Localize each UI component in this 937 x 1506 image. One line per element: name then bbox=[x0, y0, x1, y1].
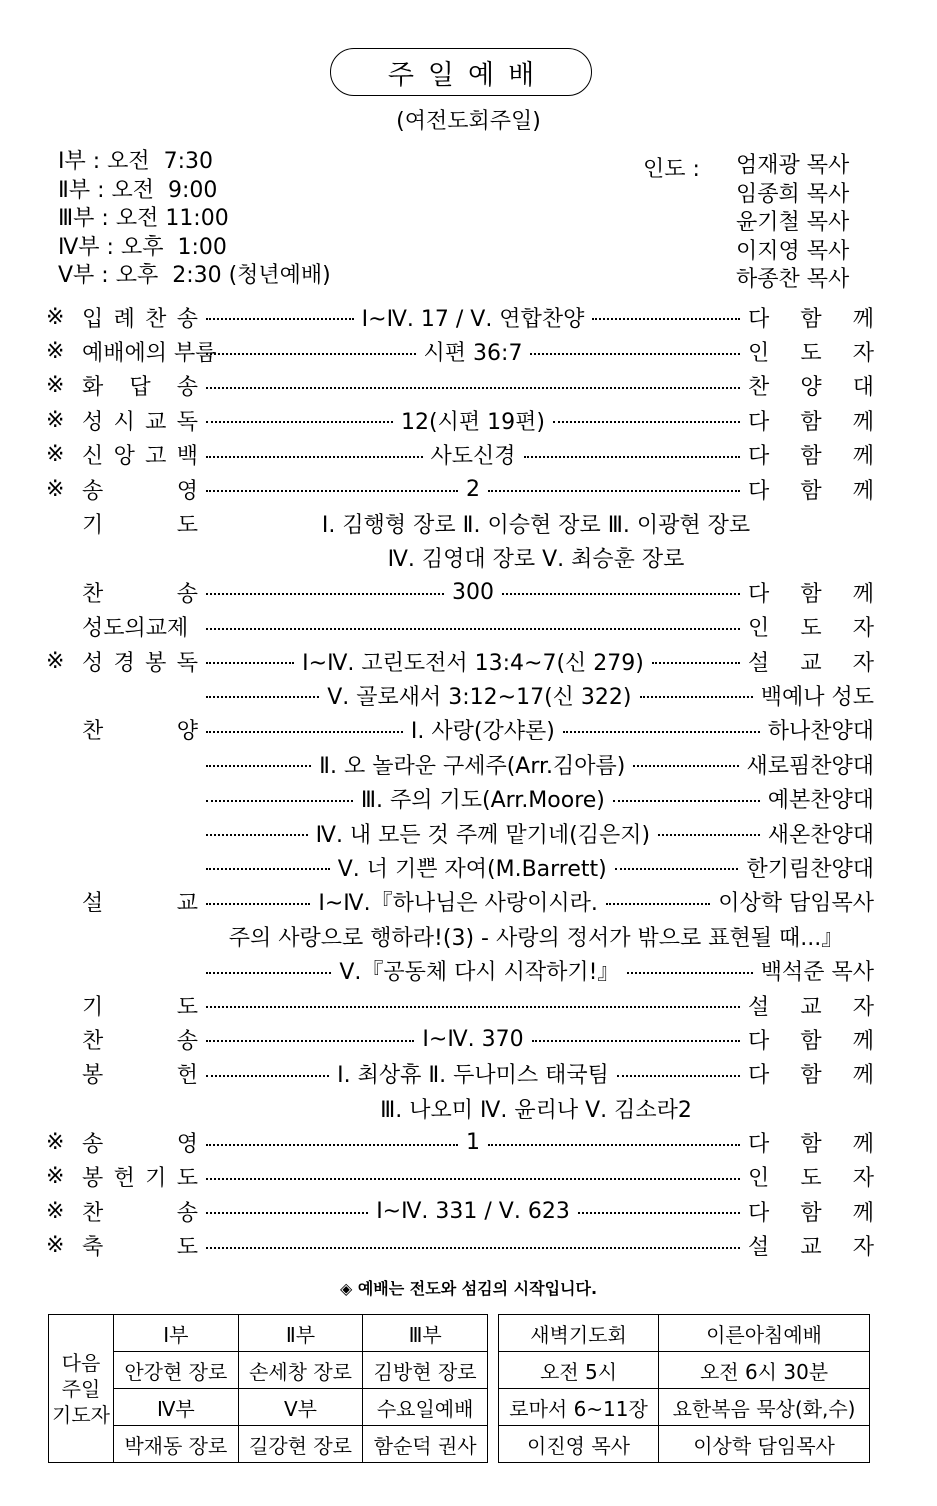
order-item-title bbox=[82, 886, 198, 917]
notice-text: ◈ 예배는 전도와 섬김의 시작입니다. bbox=[339, 1279, 598, 1298]
order-line bbox=[46, 1057, 874, 1091]
spaced-char: 다 bbox=[748, 1200, 770, 1226]
spaced-char: 송 bbox=[82, 478, 104, 504]
order-item-title bbox=[82, 1196, 198, 1227]
spaced-char: 송 bbox=[176, 306, 198, 332]
spaced-char: 자 bbox=[852, 1235, 874, 1261]
standing-mark: ※ bbox=[46, 1233, 65, 1259]
spaced-char: 다 bbox=[748, 409, 770, 435]
spaced-char: 양 bbox=[176, 719, 198, 745]
order-item-leader: 새온찬양대 bbox=[767, 822, 874, 848]
spaced-char: 자 bbox=[852, 616, 874, 642]
leader-dots bbox=[206, 972, 331, 974]
leader-dots bbox=[206, 1178, 740, 1180]
spaced-char: 자 bbox=[852, 1166, 874, 1192]
prayer-header: Ⅰ부 bbox=[114, 1315, 239, 1352]
leader-dots bbox=[206, 662, 294, 664]
spaced-char: 함 bbox=[800, 1028, 822, 1054]
order-item-title bbox=[82, 1230, 198, 1261]
order-line bbox=[46, 781, 874, 815]
order-item-title bbox=[82, 577, 198, 608]
spaced-char: 도 bbox=[176, 994, 198, 1020]
spaced-char: 독 bbox=[176, 409, 198, 435]
standing-mark: ※ bbox=[46, 407, 65, 433]
order-line bbox=[46, 747, 874, 781]
leader-dots bbox=[532, 1040, 740, 1042]
order-line bbox=[46, 1091, 874, 1125]
order-item-leader: 이상학 담임목사 bbox=[718, 891, 874, 917]
order-item-title bbox=[82, 508, 198, 539]
order-item-content: Ⅴ.『공동체 다시 시작하기!』 bbox=[339, 960, 620, 986]
standing-mark: ※ bbox=[46, 304, 65, 330]
spaced-char: 설 bbox=[82, 891, 104, 917]
leaders-label: 인도 : bbox=[643, 157, 700, 182]
leader-dots bbox=[524, 456, 741, 458]
spaced-char: 인 bbox=[748, 616, 770, 642]
dawn-time: 오전 5시 bbox=[499, 1352, 659, 1389]
leader-dots bbox=[206, 490, 458, 492]
order-item-leader: 예본찬양대 bbox=[767, 788, 874, 814]
prayer-header: 수요일예배 bbox=[363, 1389, 488, 1426]
leader-dots bbox=[502, 593, 740, 595]
dawn-leader: 이진영 목사 bbox=[499, 1426, 659, 1463]
leader-dots bbox=[206, 1075, 329, 1077]
order-line bbox=[46, 1022, 874, 1056]
spaced-char: 께 bbox=[852, 1063, 874, 1089]
next-prayer-label: 다음 주일 기도자 bbox=[49, 1315, 114, 1463]
spaced-char: 영 bbox=[176, 478, 198, 504]
leader-dots bbox=[206, 456, 423, 458]
order-line bbox=[46, 1194, 874, 1228]
order-item-title bbox=[82, 474, 198, 505]
spaced-char: 도 bbox=[176, 1166, 198, 1192]
order-line bbox=[46, 506, 874, 540]
leader-dots bbox=[206, 318, 354, 320]
order-item-content: Ⅰ~Ⅳ.『하나님은 사랑이시라. bbox=[318, 891, 598, 917]
order-line bbox=[46, 919, 874, 953]
spaced-char: 고 bbox=[145, 444, 167, 470]
spaced-char: 헌 bbox=[113, 1166, 135, 1192]
order-line bbox=[46, 575, 874, 609]
order-line bbox=[46, 403, 874, 437]
service-time-2: Ⅱ부 : 오전 9:00 bbox=[58, 177, 218, 203]
spaced-char: 신 bbox=[82, 444, 104, 470]
order-item-title bbox=[82, 1058, 198, 1089]
spaced-char: 다 bbox=[748, 581, 770, 607]
leader-dots bbox=[606, 903, 710, 905]
spaced-char: 앙 bbox=[113, 444, 135, 470]
order-item-leader bbox=[748, 336, 874, 367]
spaced-char: 다 bbox=[748, 306, 770, 332]
order-item-leader bbox=[748, 439, 874, 470]
leader-dots bbox=[530, 353, 740, 355]
prayer-header: Ⅲ부 bbox=[363, 1315, 488, 1352]
order-line bbox=[46, 885, 874, 919]
spaced-char: 도 bbox=[800, 1166, 822, 1192]
order-line bbox=[46, 472, 874, 506]
spaced-char: 영 bbox=[176, 1132, 198, 1158]
standing-mark: ※ bbox=[46, 476, 65, 502]
spaced-char: 인 bbox=[748, 341, 770, 367]
order-line bbox=[46, 953, 874, 987]
leader-dots bbox=[206, 1212, 368, 1214]
prayer-name: 길강현 장로 bbox=[238, 1426, 363, 1463]
dawn-header: 새벽기도회 bbox=[499, 1315, 659, 1352]
spaced-char: 백 bbox=[176, 444, 198, 470]
leader-dots bbox=[206, 1006, 740, 1008]
spaced-char: 찬 bbox=[82, 719, 104, 745]
spaced-char: 양 bbox=[800, 375, 822, 401]
spaced-char: 함 bbox=[800, 581, 822, 607]
spaced-char: 봉 bbox=[82, 1063, 104, 1089]
spaced-char: 송 bbox=[176, 1200, 198, 1226]
order-line bbox=[46, 678, 874, 712]
order-line bbox=[46, 438, 874, 472]
spaced-char: 함 bbox=[800, 444, 822, 470]
leader-dots bbox=[206, 1144, 458, 1146]
order-item-title: 성도의교제 bbox=[82, 616, 189, 642]
spaced-char: 도 bbox=[176, 1235, 198, 1261]
leader-dots bbox=[206, 628, 740, 630]
order-item-content: Ⅰ~Ⅳ. 331 / Ⅴ. 623 bbox=[376, 1198, 570, 1224]
spaced-char: 도 bbox=[800, 616, 822, 642]
order-item-title bbox=[82, 646, 198, 677]
service-time-1: Ⅰ부 : 오전 7:30 bbox=[58, 149, 214, 174]
page-title: 주일예배 bbox=[387, 59, 549, 91]
page-subtitle: (여전도회주일) bbox=[396, 109, 541, 134]
spaced-char: 함 bbox=[800, 1200, 822, 1226]
leader-dots bbox=[592, 318, 740, 320]
spaced-char: 께 bbox=[852, 1132, 874, 1158]
spaced-char: 다 bbox=[748, 1063, 770, 1089]
order-line bbox=[46, 850, 874, 884]
service-time-3: Ⅲ부 : 오전 11:00 bbox=[58, 206, 229, 231]
spaced-char: 헌 bbox=[176, 1063, 198, 1089]
order-item-content: Ⅰ~Ⅳ. 고린도전서 13:4~7(신 279) bbox=[302, 650, 644, 676]
leader-1: 엄재광 목사 bbox=[736, 153, 850, 178]
leader-dots bbox=[633, 765, 738, 767]
spaced-char: 께 bbox=[852, 1200, 874, 1226]
spaced-char: 자 bbox=[852, 994, 874, 1020]
order-item-content: Ⅰ. 사랑(강샤론) bbox=[410, 719, 555, 745]
leader-dots bbox=[640, 696, 753, 698]
spaced-char: 성 bbox=[82, 650, 104, 676]
spaced-char: 송 bbox=[82, 1132, 104, 1158]
order-item-content: Ⅰ. 김행형 장로 Ⅱ. 이승현 장로 Ⅲ. 이광현 장로 bbox=[321, 513, 751, 539]
order-item-leader bbox=[748, 577, 874, 608]
order-item-content: Ⅰ~Ⅳ. 370 bbox=[422, 1026, 524, 1052]
order-line bbox=[46, 816, 874, 850]
service-time-5: Ⅴ부 : 오후 2:30 (청년예배) bbox=[58, 263, 331, 288]
spaced-char: 축 bbox=[82, 1235, 104, 1261]
order-line bbox=[46, 300, 874, 334]
spaced-char: 함 bbox=[800, 1132, 822, 1158]
spaced-char: 함 bbox=[800, 478, 822, 504]
leader-dots bbox=[206, 387, 740, 389]
spaced-char: 께 bbox=[852, 581, 874, 607]
order-item-leader bbox=[748, 611, 874, 642]
order-item-leader bbox=[748, 1161, 874, 1192]
leader-dots bbox=[488, 490, 740, 492]
order-item-leader bbox=[748, 1058, 874, 1089]
standing-mark: ※ bbox=[46, 1164, 65, 1190]
leader-dots bbox=[206, 696, 319, 698]
next-prayer-table bbox=[48, 1314, 488, 1463]
spaced-char: 독 bbox=[176, 650, 198, 676]
prayer-header: Ⅳ부 bbox=[114, 1389, 239, 1426]
spaced-char: 봉 bbox=[145, 650, 167, 676]
order-item-title bbox=[82, 1127, 198, 1158]
dawn-text: 로마서 6~11장 bbox=[499, 1389, 659, 1426]
order-line bbox=[46, 1229, 874, 1263]
leader-dots bbox=[206, 765, 311, 767]
order-line bbox=[46, 334, 874, 368]
prayer-header: Ⅱ부 bbox=[238, 1315, 363, 1352]
standing-mark: ※ bbox=[46, 373, 65, 399]
spaced-char: 께 bbox=[852, 1028, 874, 1054]
leader-dots bbox=[206, 834, 308, 836]
order-item-content: Ⅱ. 오 놀라운 구세주(Arr.김아름) bbox=[319, 753, 626, 779]
spaced-char: 께 bbox=[852, 306, 874, 332]
spaced-char: 대 bbox=[852, 375, 874, 401]
spaced-char: 께 bbox=[852, 444, 874, 470]
spaced-char: 자 bbox=[852, 341, 874, 367]
order-item-content: 12(시편 19편) bbox=[401, 409, 545, 435]
spaced-char: 함 bbox=[800, 409, 822, 435]
spaced-char: 례 bbox=[113, 306, 135, 332]
service-time-4: Ⅳ부 : 오후 1:00 bbox=[58, 234, 227, 260]
order-item-leader bbox=[748, 1024, 874, 1055]
order-item-leader bbox=[748, 646, 874, 677]
order-item-title bbox=[82, 1161, 198, 1192]
order-item-leader bbox=[748, 474, 874, 505]
leader-dots bbox=[206, 421, 393, 423]
spaced-char: 설 bbox=[748, 1235, 770, 1261]
spaced-char: 답 bbox=[129, 375, 151, 401]
spaced-char: 도 bbox=[800, 341, 822, 367]
order-line bbox=[46, 988, 874, 1022]
order-item-content: 시편 36:7 bbox=[423, 341, 523, 367]
order-item-leader: 하나찬양대 bbox=[767, 719, 875, 745]
spaced-char: 경 bbox=[113, 650, 135, 676]
order-item-title bbox=[82, 1024, 198, 1055]
order-item-content: Ⅴ. 골로새서 3:12~17(신 322) bbox=[327, 684, 632, 710]
spaced-char: 다 bbox=[748, 444, 770, 470]
leader-dots bbox=[627, 972, 752, 974]
spaced-char: 찬 bbox=[82, 1200, 104, 1226]
page-title-box bbox=[330, 48, 592, 96]
spaced-char: 다 bbox=[748, 1132, 770, 1158]
spaced-char: 교 bbox=[176, 891, 198, 917]
order-item-leader bbox=[748, 1230, 874, 1261]
leader-5: 하종찬 목사 bbox=[736, 267, 850, 292]
standing-mark: ※ bbox=[46, 648, 65, 674]
leader-dots bbox=[206, 731, 403, 733]
leader-3: 윤기철 목사 bbox=[736, 210, 850, 235]
dawn-time: 오전 6시 30분 bbox=[659, 1352, 870, 1389]
spaced-char: 다 bbox=[748, 1028, 770, 1054]
spaced-char: 시 bbox=[113, 409, 135, 435]
leader-dots bbox=[578, 1212, 740, 1214]
prayer-name: 김방현 장로 bbox=[363, 1352, 488, 1389]
order-item-title: 예배에의 부름 bbox=[82, 341, 217, 367]
spaced-char: 찬 bbox=[145, 306, 167, 332]
spaced-char: 성 bbox=[82, 409, 104, 435]
leader-4: 이지영 목사 bbox=[736, 238, 850, 264]
spaced-char: 함 bbox=[800, 306, 822, 332]
order-item-content: 사도신경 bbox=[430, 444, 516, 470]
prayer-name: 박재동 장로 bbox=[114, 1426, 239, 1463]
spaced-char: 도 bbox=[176, 513, 198, 539]
spaced-char: 께 bbox=[852, 478, 874, 504]
order-item-title bbox=[82, 405, 198, 436]
spaced-char: 찬 bbox=[82, 1028, 104, 1054]
order-item-leader: 새로핌찬양대 bbox=[746, 753, 875, 779]
dawn-leader: 이상학 담임목사 bbox=[659, 1426, 870, 1463]
spaced-char: 교 bbox=[800, 650, 822, 676]
spaced-char: 함 bbox=[800, 1063, 822, 1089]
order-item-leader bbox=[748, 405, 874, 436]
spaced-char: 다 bbox=[748, 478, 770, 504]
spaced-char: 기 bbox=[145, 1166, 167, 1192]
standing-mark: ※ bbox=[46, 442, 65, 468]
order-item-content: Ⅳ. 내 모든 것 주께 맡기네(김은지) bbox=[315, 822, 651, 848]
spaced-char: 봉 bbox=[82, 1166, 104, 1192]
leader-dots bbox=[206, 593, 444, 595]
order-line bbox=[46, 713, 874, 747]
spaced-char: 설 bbox=[748, 650, 770, 676]
order-item-content: Ⅲ. 주의 기도(Arr.Moore) bbox=[360, 788, 605, 814]
leader-dots bbox=[206, 1040, 414, 1042]
order-item-title bbox=[82, 714, 198, 745]
service-times bbox=[58, 148, 331, 291]
order-line bbox=[46, 610, 874, 644]
spaced-char: 송 bbox=[176, 1028, 198, 1054]
order-item-leader: 백석준 목사 bbox=[760, 960, 875, 986]
order-line bbox=[46, 541, 874, 575]
spaced-char: 찬 bbox=[82, 581, 104, 607]
order-item-title bbox=[82, 990, 198, 1021]
leader-2: 임종희 목사 bbox=[736, 181, 850, 207]
leader-dots bbox=[488, 1144, 740, 1146]
order-item-content: Ⅲ. 나오미 Ⅳ. 윤리나 Ⅴ. 김소라2 bbox=[380, 1097, 692, 1123]
leader-dots bbox=[658, 834, 760, 836]
order-line bbox=[46, 369, 874, 403]
order-item-leader bbox=[748, 990, 874, 1021]
spaced-char: 기 bbox=[82, 513, 104, 539]
order-item-content: 2 bbox=[466, 476, 480, 502]
standing-mark: ※ bbox=[46, 1198, 65, 1224]
spaced-char: 께 bbox=[852, 409, 874, 435]
dawn-text: 요한복음 묵상(화,수) bbox=[659, 1389, 870, 1426]
order-item-content: Ⅰ~Ⅳ. 17 / Ⅴ. 연합찬양 bbox=[361, 306, 585, 332]
standing-mark: ※ bbox=[46, 1130, 65, 1156]
leader-dots bbox=[563, 731, 760, 733]
order-item-leader bbox=[748, 1127, 874, 1158]
spaced-char: 설 bbox=[748, 994, 770, 1020]
leader-dots bbox=[206, 800, 353, 802]
order-item-content: 주의 사랑으로 행하라!(3) - 사랑의 정서가 밖으로 표현될 때...』 bbox=[228, 925, 844, 951]
order-item-leader: 한기림찬양대 bbox=[746, 856, 874, 882]
prayer-name: 손세창 장로 bbox=[238, 1352, 363, 1389]
leaders-list bbox=[736, 152, 849, 295]
leader-dots bbox=[652, 662, 740, 664]
leader-dots bbox=[615, 868, 739, 870]
leader-dots bbox=[206, 1247, 740, 1249]
spaced-char: 인 bbox=[748, 1166, 770, 1192]
spaced-char: 찬 bbox=[748, 375, 770, 401]
spaced-char: 화 bbox=[82, 375, 104, 401]
leader-dots bbox=[613, 800, 760, 802]
prayer-name: 함순덕 권사 bbox=[363, 1426, 488, 1463]
spaced-char: 송 bbox=[176, 581, 198, 607]
order-item-content: 1 bbox=[466, 1130, 480, 1156]
order-item-title bbox=[82, 370, 198, 401]
spaced-char: 교 bbox=[800, 994, 822, 1020]
spaced-char: 기 bbox=[82, 994, 104, 1020]
order-item-title bbox=[82, 439, 198, 470]
spaced-char: 교 bbox=[800, 1235, 822, 1261]
order-of-worship bbox=[46, 300, 874, 1263]
leader-dots bbox=[553, 421, 740, 423]
order-item-leader bbox=[748, 370, 874, 401]
order-item-title bbox=[82, 302, 198, 333]
leader-dots bbox=[617, 1075, 740, 1077]
order-line bbox=[46, 1125, 874, 1159]
order-item-content: 300 bbox=[452, 579, 494, 605]
order-item-leader: 백예나 성도 bbox=[760, 684, 875, 710]
spaced-char: 자 bbox=[852, 650, 874, 676]
prayer-header: Ⅴ부 bbox=[238, 1389, 363, 1426]
prayer-name: 안강현 장로 bbox=[114, 1352, 239, 1389]
order-line bbox=[46, 644, 874, 678]
standing-mark: ※ bbox=[46, 339, 65, 365]
order-item-content: Ⅳ. 김영대 장로 Ⅴ. 최승훈 장로 bbox=[387, 547, 685, 573]
spaced-char: 송 bbox=[176, 375, 198, 401]
order-line bbox=[46, 1160, 874, 1194]
spaced-char: 입 bbox=[82, 306, 104, 332]
order-item-content: Ⅰ. 최상휴 Ⅱ. 두나미스 태국팀 bbox=[337, 1063, 609, 1089]
spaced-char: 교 bbox=[145, 409, 167, 435]
order-item-leader bbox=[748, 1196, 874, 1227]
dawn-header: 이른아침예배 bbox=[659, 1315, 870, 1352]
leader-dots bbox=[206, 353, 416, 355]
dawn-service-table bbox=[498, 1314, 870, 1463]
leader-dots bbox=[206, 868, 330, 870]
leader-dots bbox=[206, 903, 310, 905]
order-item-leader bbox=[748, 302, 874, 333]
order-item-content: Ⅴ. 너 기쁜 자여(M.Barrett) bbox=[337, 856, 607, 882]
